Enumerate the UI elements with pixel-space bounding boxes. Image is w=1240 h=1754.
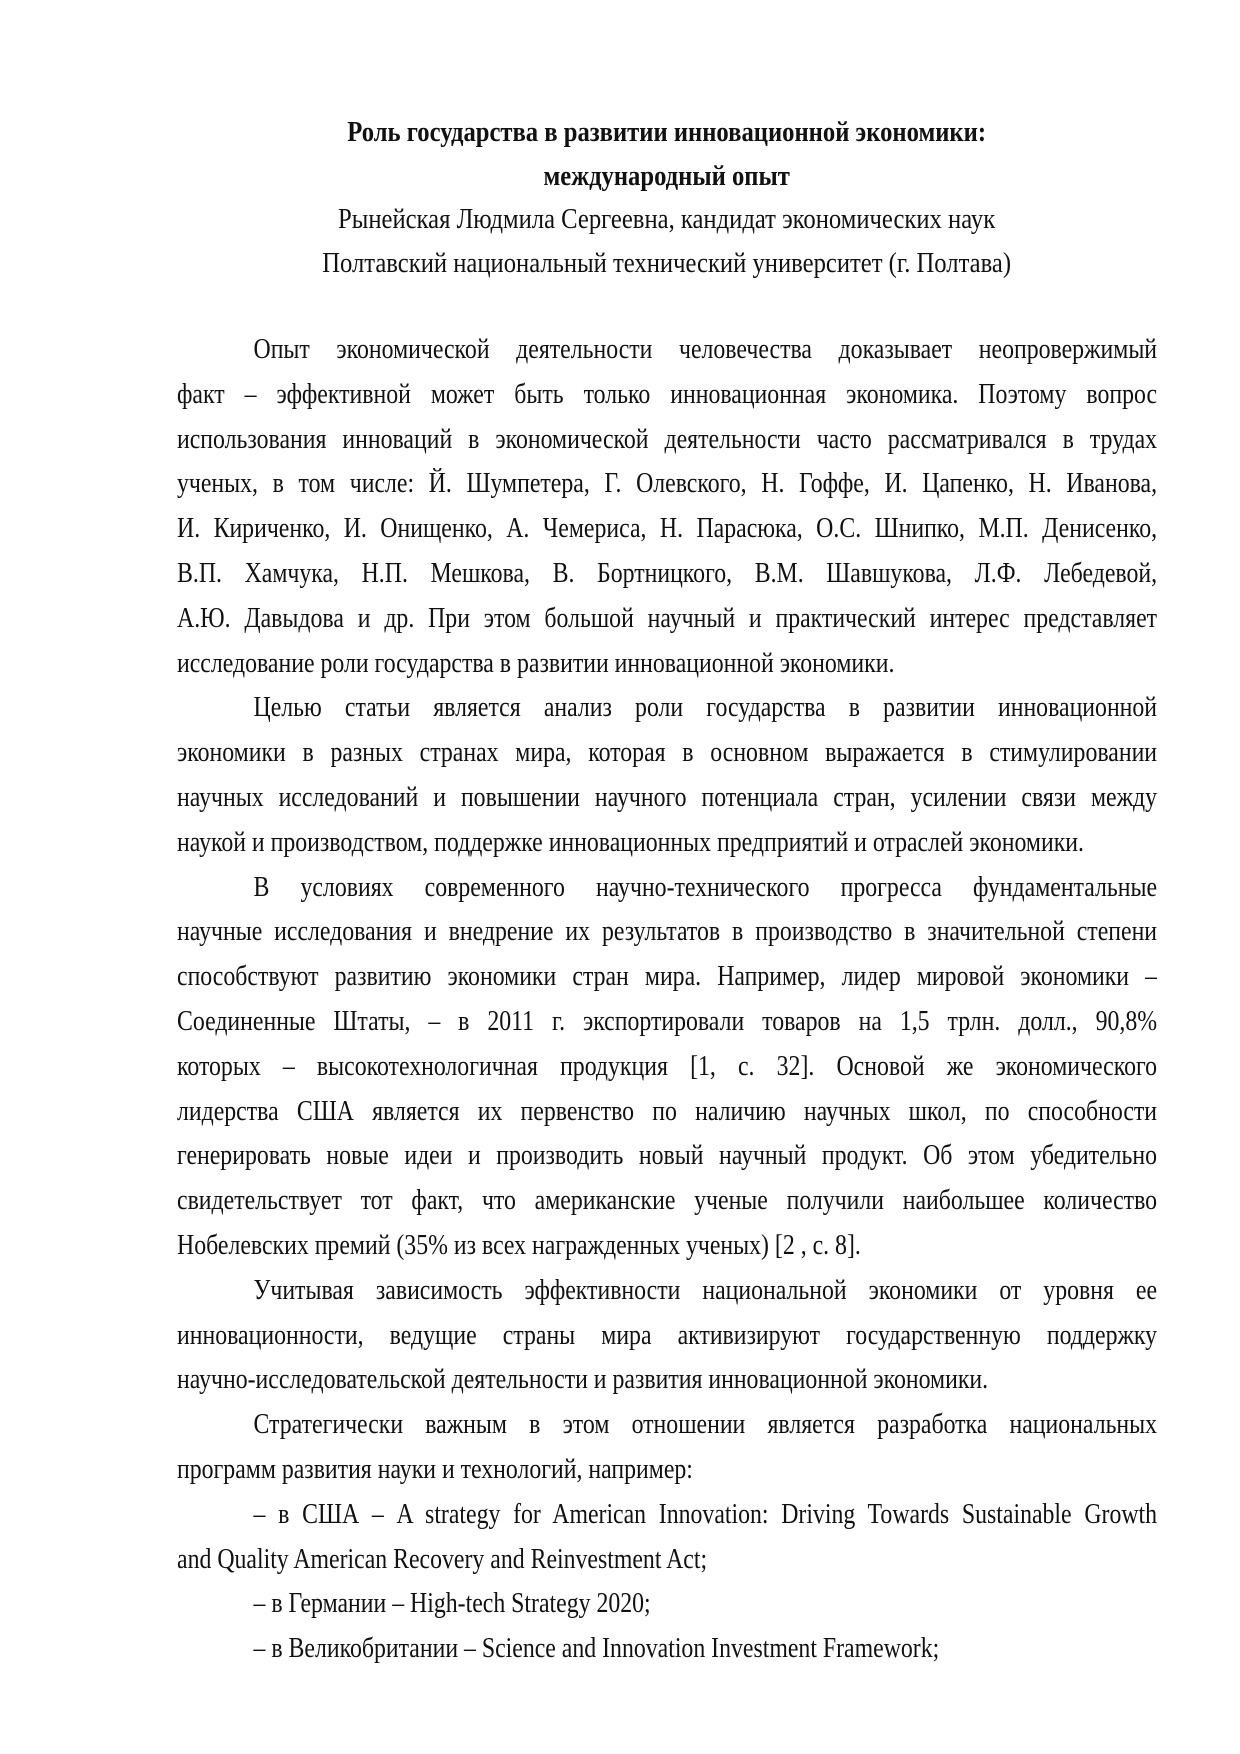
article-title-line-1: Роль государства в развитии инновационной экономики: bbox=[347, 117, 987, 148]
text-line: научно-исследовательской деятельности и развития инновационной экономики. bbox=[177, 1364, 989, 1396]
paragraph bbox=[177, 1582, 1157, 1627]
text-line: Стратегически важным в этом отношении является разработка национальных bbox=[253, 1409, 1158, 1441]
author-line: Рынейская Людмила Сергеевна, кандидат экономических наук bbox=[338, 204, 996, 235]
paragraph bbox=[177, 1627, 1157, 1672]
text-line: использования инноваций в экономической деятельности часто рассматривался в трудах bbox=[177, 423, 1158, 455]
text-line: А.Ю. Давыдова и др. При этом большой научный и практический интерес представляет bbox=[177, 602, 1158, 634]
paragraph bbox=[177, 328, 1157, 686]
text-line: способствуют развитию экономики стран мира. Например, лидер мировой экономики – bbox=[177, 961, 1158, 993]
text-line: научных исследований и повышении научного потенциала стран, усилении связи между bbox=[177, 781, 1158, 813]
text-line: факт – эффективной может быть только инновационная экономика. Поэтому вопрос bbox=[177, 378, 1158, 410]
text-line: Нобелевских премий (35% из всех награжденных ученых) [2 , с. 8]. bbox=[177, 1229, 861, 1261]
text-line: – в США – A strategy for American Innovation: Driving Towards Sustainable Growth bbox=[253, 1498, 1158, 1530]
affiliation-line: Полтавский национальный технический университет (г. Полтава) bbox=[322, 247, 1012, 279]
text-line: генерировать новые идеи и производить новый научный продукт. Об этом убедительно bbox=[177, 1140, 1158, 1172]
text-line: исследование роли государства в развитии инновационной экономики. bbox=[177, 647, 895, 679]
text-line: наукой и производством, поддержке инновационных предприятий и отраслей экономики. bbox=[177, 826, 1084, 858]
text-line: программ развития науки и технологий, например: bbox=[177, 1453, 693, 1485]
text-line: инновационности, ведущие страны мира активизируют государственную поддержку bbox=[177, 1319, 1158, 1351]
paragraph bbox=[177, 1403, 1157, 1493]
paragraph bbox=[177, 1493, 1157, 1583]
paragraph bbox=[177, 686, 1157, 865]
text-line: ученых, в том числе: Й. Шумпетера, Г. Олевского, Н. Гоффе, И. Цапенко, Н. Иванова, bbox=[177, 468, 1158, 500]
text-line: and Quality American Recovery and Reinvestment Act; bbox=[177, 1543, 708, 1575]
text-line: Соединенные Штаты, – в 2011 г. экспортировали товаров на 1,5 трлн. долл., 90,8% bbox=[177, 1005, 1158, 1037]
text-line: Опыт экономической деятельности человечества доказывает неопровержимый bbox=[253, 334, 1158, 365]
paragraph bbox=[177, 866, 1157, 1269]
text-line: – в Германии – High-tech Strategy 2020; bbox=[253, 1588, 651, 1620]
text-line: научные исследования и внедрение их результатов в производство в значительной степени bbox=[177, 916, 1158, 948]
text-line: которых – высокотехнологичная продукция [1, с. 32]. Основой же экономического bbox=[177, 1050, 1158, 1082]
text-line: И. Кириченко, И. Онищенко, А. Чемериса, Н. Парасюка, О.С. Шнипко, М.П. Денисенко, bbox=[177, 513, 1158, 545]
paragraph bbox=[177, 1269, 1157, 1403]
text-line: экономики в разных странах мира, которая в основном выражается в стимулировании bbox=[177, 737, 1158, 769]
article-title-line-2: международный опыт bbox=[543, 160, 790, 192]
text-line: лидерства США является их первенство по наличию научных школ, по способности bbox=[177, 1095, 1158, 1127]
text-line: В условиях современного научно-технического прогресса фундаментальные bbox=[253, 871, 1158, 903]
text-line: свидетельствует тот факт, что американские ученые получили наибольшее количество bbox=[177, 1185, 1158, 1217]
text-line: – в Великобритании – Science and Innovation Investment Framework; bbox=[253, 1633, 940, 1665]
article-body bbox=[177, 328, 1157, 1672]
article-header bbox=[0, 111, 1240, 285]
text-line: В.П. Хамчука, Н.П. Мешкова, В. Бортницкого, В.М. Шавшукова, Л.Ф. Лебедевой, bbox=[177, 557, 1158, 589]
text-line: Целью статьи является анализ роли государства в развитии инновационной bbox=[253, 692, 1158, 724]
text-line: Учитывая зависимость эффективности национальной экономики от уровня ее bbox=[253, 1274, 1158, 1306]
